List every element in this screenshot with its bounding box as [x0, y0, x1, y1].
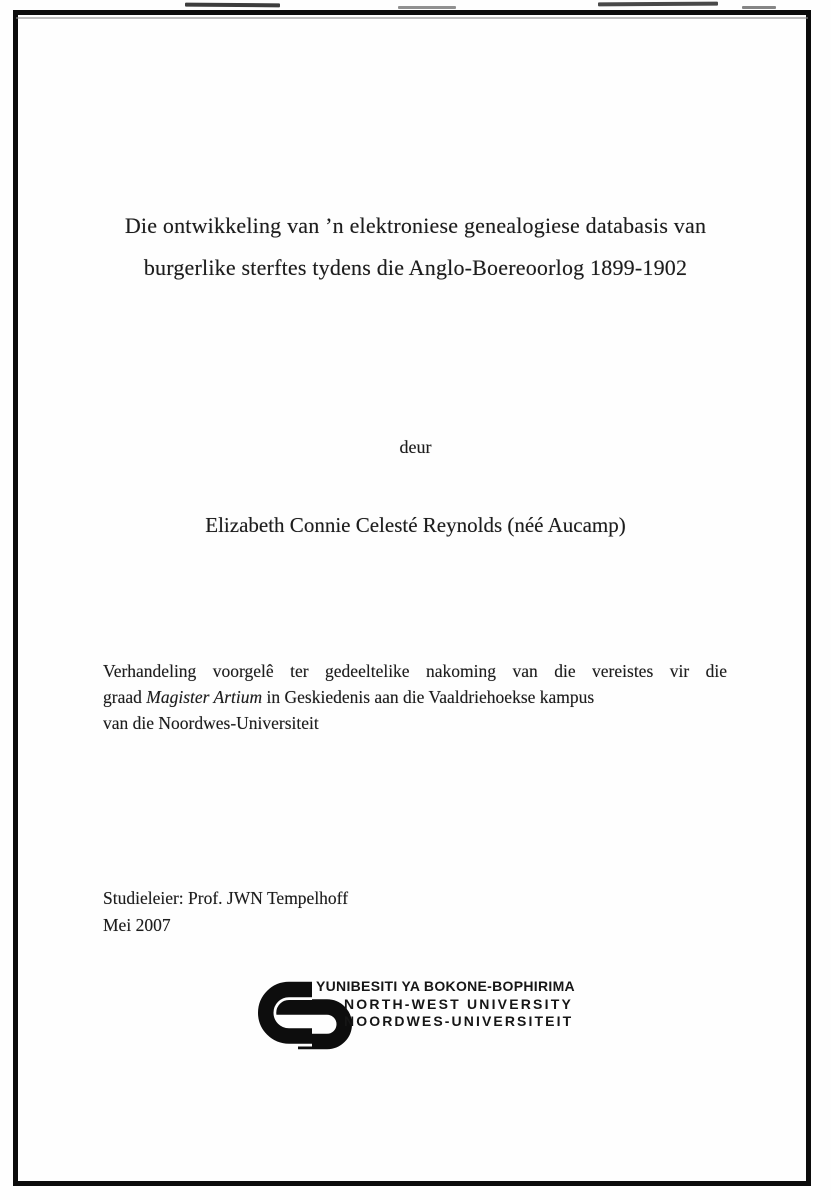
author-name: Elizabeth Connie Celesté Reynolds (néé Aucamp) — [205, 513, 626, 537]
date-line: Mei 2007 — [103, 915, 171, 935]
degree-statement-line-2-prefix: graad — [103, 687, 147, 707]
logo-text-english: NORTH-WEST UNIVERSITY — [344, 996, 573, 1012]
scan-artifact-line — [16, 17, 808, 19]
logo-text-afrikaans: NOORDWES-UNIVERSITEIT — [344, 1013, 574, 1029]
supervisor-line: Studieleier: Prof. JWN Tempelhoff — [103, 888, 349, 908]
thesis-title-line-2: burgerlike sterftes tydens die Anglo-Boereoorlog 1899-1902 — [143, 255, 688, 280]
scan-artifact-dash — [185, 3, 280, 8]
degree-statement — [103, 658, 727, 736]
scan-artifact-dash — [742, 6, 776, 9]
degree-statement-line-2-suffix: in Geskiedenis aan die Vaaldriehoekse kampus — [262, 687, 595, 707]
thesis-title-line-1: Die ontwikkeling van ’n elektroniese genealogiese databasis van — [124, 213, 707, 238]
logo-text-setswana: YUNIBESITI YA BOKONE-BOPHIRIMA — [316, 978, 575, 994]
degree-statement-line-3: van die Noordwes-Universiteit — [103, 713, 319, 733]
degree-statement-line-2 — [103, 684, 727, 710]
byline: deur — [399, 437, 432, 457]
scan-artifact-dash — [598, 2, 718, 7]
credits-block — [103, 885, 348, 939]
university-logo — [258, 977, 588, 1057]
degree-name-italic: Magister Artium — [146, 687, 263, 707]
degree-statement-line-1: Verhandeling voorgelê ter gedeeltelike nakoming van die vereistes vir die — [103, 661, 727, 681]
scan-artifact-dash — [398, 6, 456, 9]
